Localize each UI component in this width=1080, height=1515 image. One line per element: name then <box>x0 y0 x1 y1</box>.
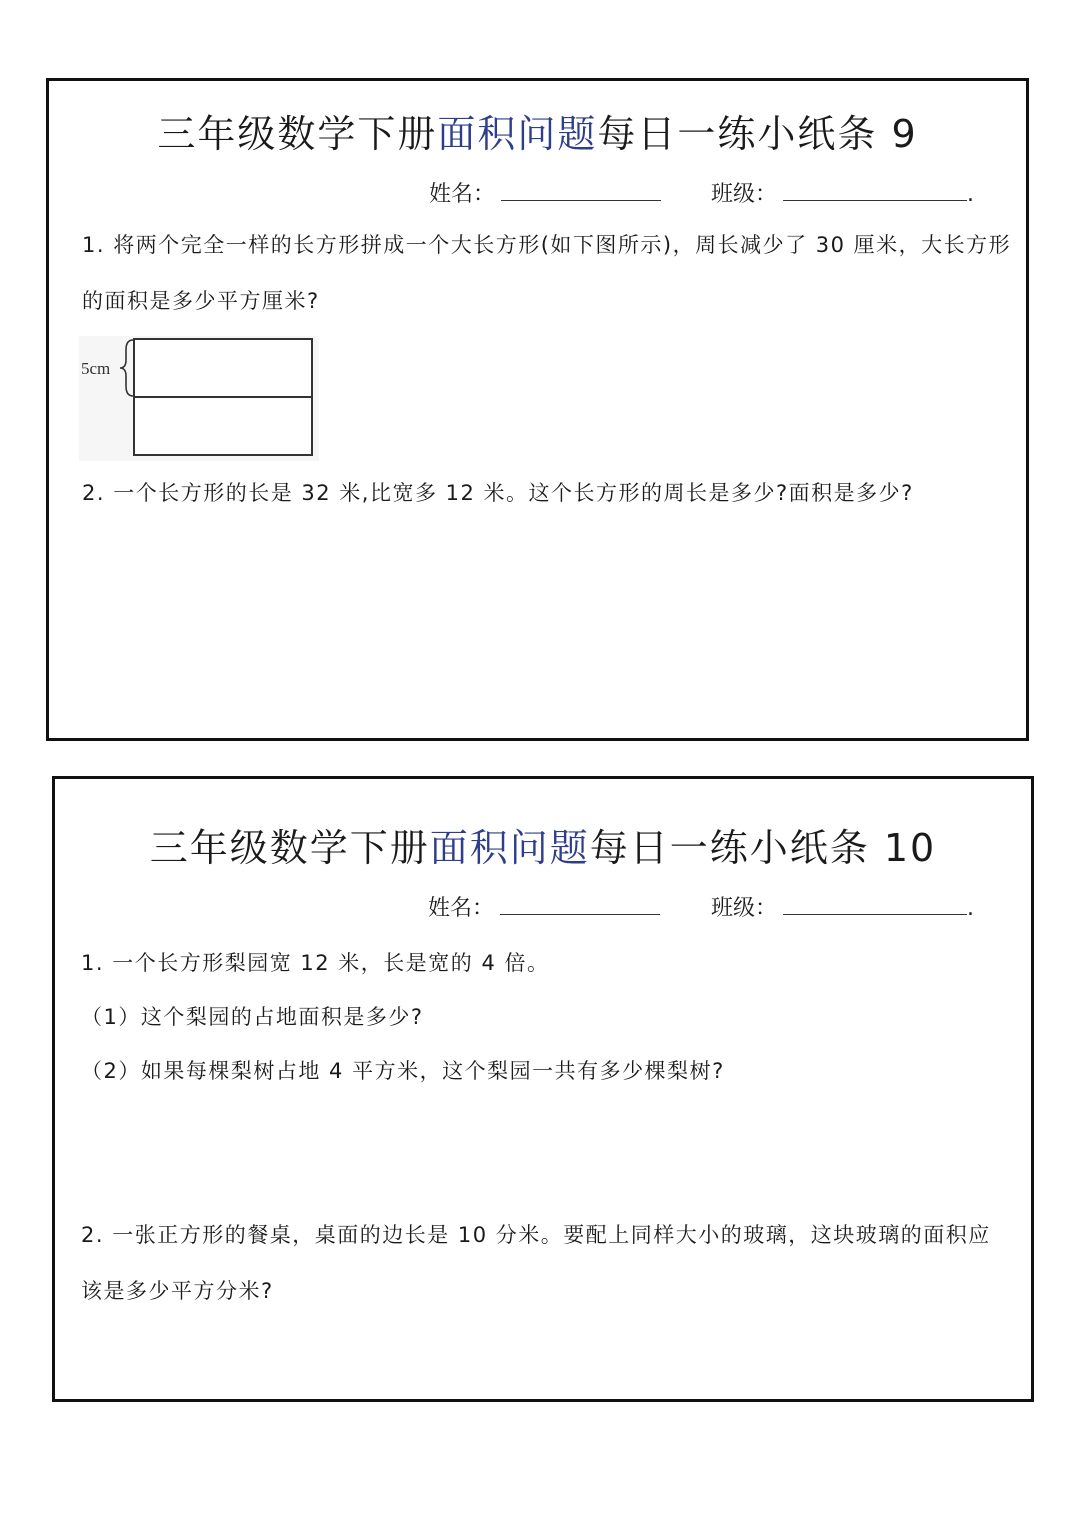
title-highlight: 面积问题 <box>429 826 590 870</box>
name-label: 姓名： <box>429 182 496 207</box>
title-prefix: 三年级数学下册 <box>149 826 430 870</box>
class-label: 班级： <box>711 182 778 207</box>
class-end-mark: . <box>967 182 975 207</box>
rectangle-figure <box>79 336 319 461</box>
question-1-part-2: （2）如果每棵梨树占地 4 平方米，这个梨园一共有多少棵梨树? <box>81 1059 725 1083</box>
question-2: 2. 一张正方形的餐桌，桌面的边长是 10 分米。要配上同样大小的玻璃，这块玻璃的面积应该是多少平方分米? <box>81 1223 991 1303</box>
name-blank-line[interactable] <box>501 180 661 201</box>
title-suffix: 每日一练小纸条 10 <box>589 826 937 870</box>
question-1-part-1: （1）这个梨园的占地面积是多少? <box>81 1005 424 1029</box>
title-highlight: 面积问题 <box>437 112 598 156</box>
title-suffix: 每日一练小纸条 9 <box>597 112 918 156</box>
name-blank-line[interactable] <box>500 894 660 915</box>
name-field <box>429 177 661 208</box>
class-blank-line[interactable] <box>783 180 967 201</box>
name-field <box>428 891 660 922</box>
title-prefix: 三年级数学下册 <box>157 112 438 156</box>
class-field <box>711 891 974 922</box>
worksheet-title <box>55 817 1031 872</box>
upper-rectangle <box>134 339 312 397</box>
question-2: 2. 一个长方形的长是 32 米,比宽多 12 米。这个长方形的周长是多少?面积是多少? <box>82 481 914 505</box>
question-1: 1. 一个长方形梨园宽 12 米，长是宽的 4 倍。 <box>81 951 550 975</box>
name-label: 姓名： <box>428 896 495 921</box>
worksheet-10 <box>52 776 1034 1402</box>
class-blank-line[interactable] <box>783 894 967 915</box>
class-label: 班级： <box>711 896 778 921</box>
lower-rectangle <box>134 397 312 455</box>
worksheet-9 <box>46 78 1029 741</box>
class-end-mark: . <box>967 896 975 921</box>
class-field <box>711 177 974 208</box>
worksheet-title <box>49 103 1026 158</box>
figure-label: 5cm <box>81 359 111 378</box>
question-1: 1. 将两个完全一样的长方形拼成一个大长方形(如下图所示)，周长减少了 30 厘米，大长方形的面积是多少平方厘米? <box>82 233 1012 313</box>
